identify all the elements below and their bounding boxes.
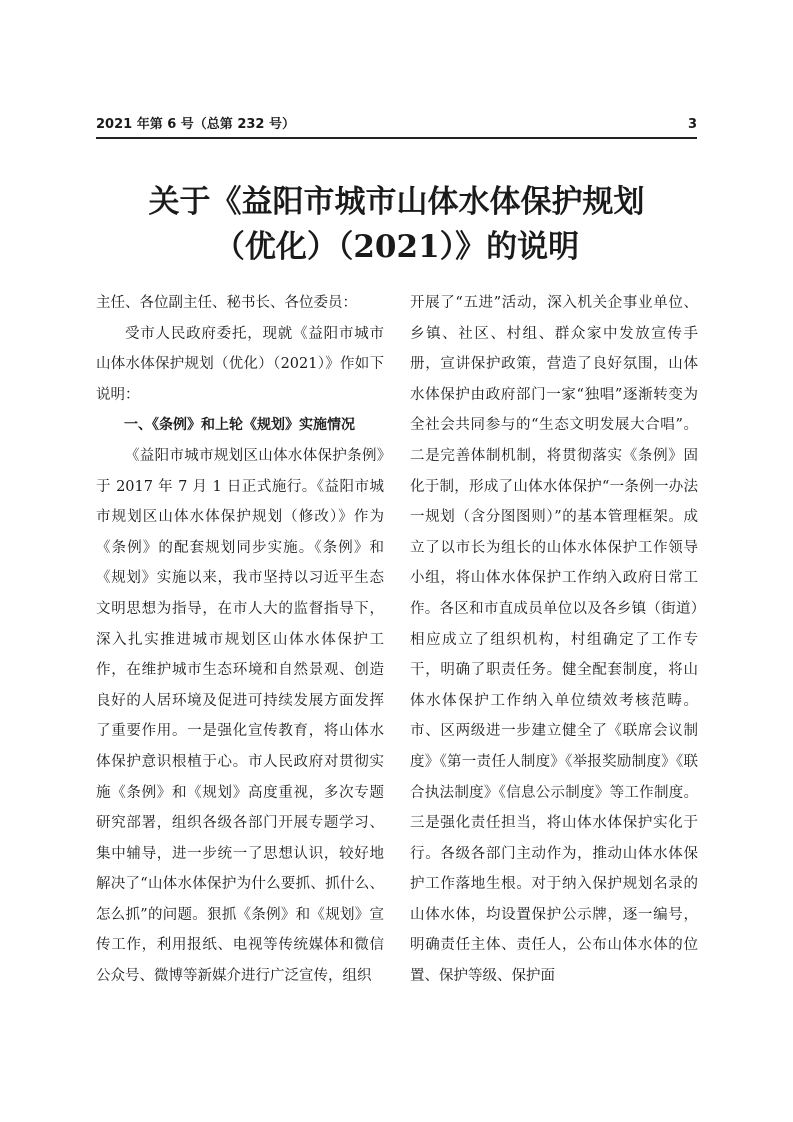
section-paragraph-left: 《益阳市城市规划区山体水体保护条例》于 2017 年 7 月 1 日正式施行。《益阳市城市规划区山体水体保护规划（修改）》作为《条例》的配套规划同步实施。《条例》和《规划》实施以来，我市坚持以习近平生态文明思想为指导，在市人大的监督指导下，深入扎实推进城市规划区山体水体保护工作，在维护城市生态环境和自然景观、创造良好的人居环境及促进可持续发展方面发挥了重要作用。一是强化宣传教育，将山体水体保护意识根植于心。市人民政府对贯彻实施《条例》和《规划》高度重视，多次专题研究部署，组织各级各部门开展专题学习、集中辅导，进一步统一了思想认识，较好地解决了“山体水体保护为什么要抓、抓什么、怎么抓”的问题。狠抓《条例》和《规划》宣传工作，利用报纸、电视等传统媒体和微信公众号、微博等新媒介进行广泛宣传，组织 [96,447,384,985]
right-column [410,288,698,992]
header-divider [96,137,697,139]
title-line-1: 关于《益阳市城市山体水体保护规划 [148,184,645,220]
page-header [96,114,697,136]
left-column [96,288,384,992]
section-heading: 一、《条例》和上轮《规划》实施情况 [124,417,355,434]
salutation: 主任、各位副主任、秘书长、各位委员： [96,295,357,311]
page-number: 3 [687,117,697,132]
document-title [96,180,697,270]
intro-paragraph: 受市人民政府委托，现就《益阳市城市山体水体保护规划（优化）（2021）》作如下说明： [96,325,384,403]
section-paragraph-right: 开展了“五进”活动，深入机关企事业单位、乡镇、社区、村组、群众家中发放宣传手册，宣讲保护政策，营造了良好氛围，山体水体保护由政府部门一家“独唱”逐渐转变为全社会共同参与的“生态文明发展大合唱”。二是完善体制机制，将贯彻落实《条例》固化于制，形成了山体水体保护“一条例一办法一规划（含分图图则）”的基本管理框架。成立了以市长为组长的山体水体保护工作领导小组，将山体水体保护工作纳入政府日常工作。各区和市直成员单位以及各乡镇（街道）相应成立了组织机构，村组确定了工作专干，明确了职责任务。健全配套制度，将山体水体保护工作纳入单位绩效考核范畴。市、区两级进一步建立健全了《联席会议制度》《第一责任人制度》《举报奖励制度》《联合执法制度》《信息公示制度》等工作制度。三是强化责任担当，将山体水体保护实化于行。各级各部门主动作为，推动山体水体保护工作落地生根。对于纳入保护规划名录的山体水体，均设置保护公示牌，逐一编号，明确责任主体、责任人，公布山体水体的位置、保护等级、保护面 [410,295,698,985]
title-line-2: （优化）（2021）》的说明 [213,229,580,265]
issue-number: 2021 年第 6 号（总第 232 号） [96,117,295,132]
